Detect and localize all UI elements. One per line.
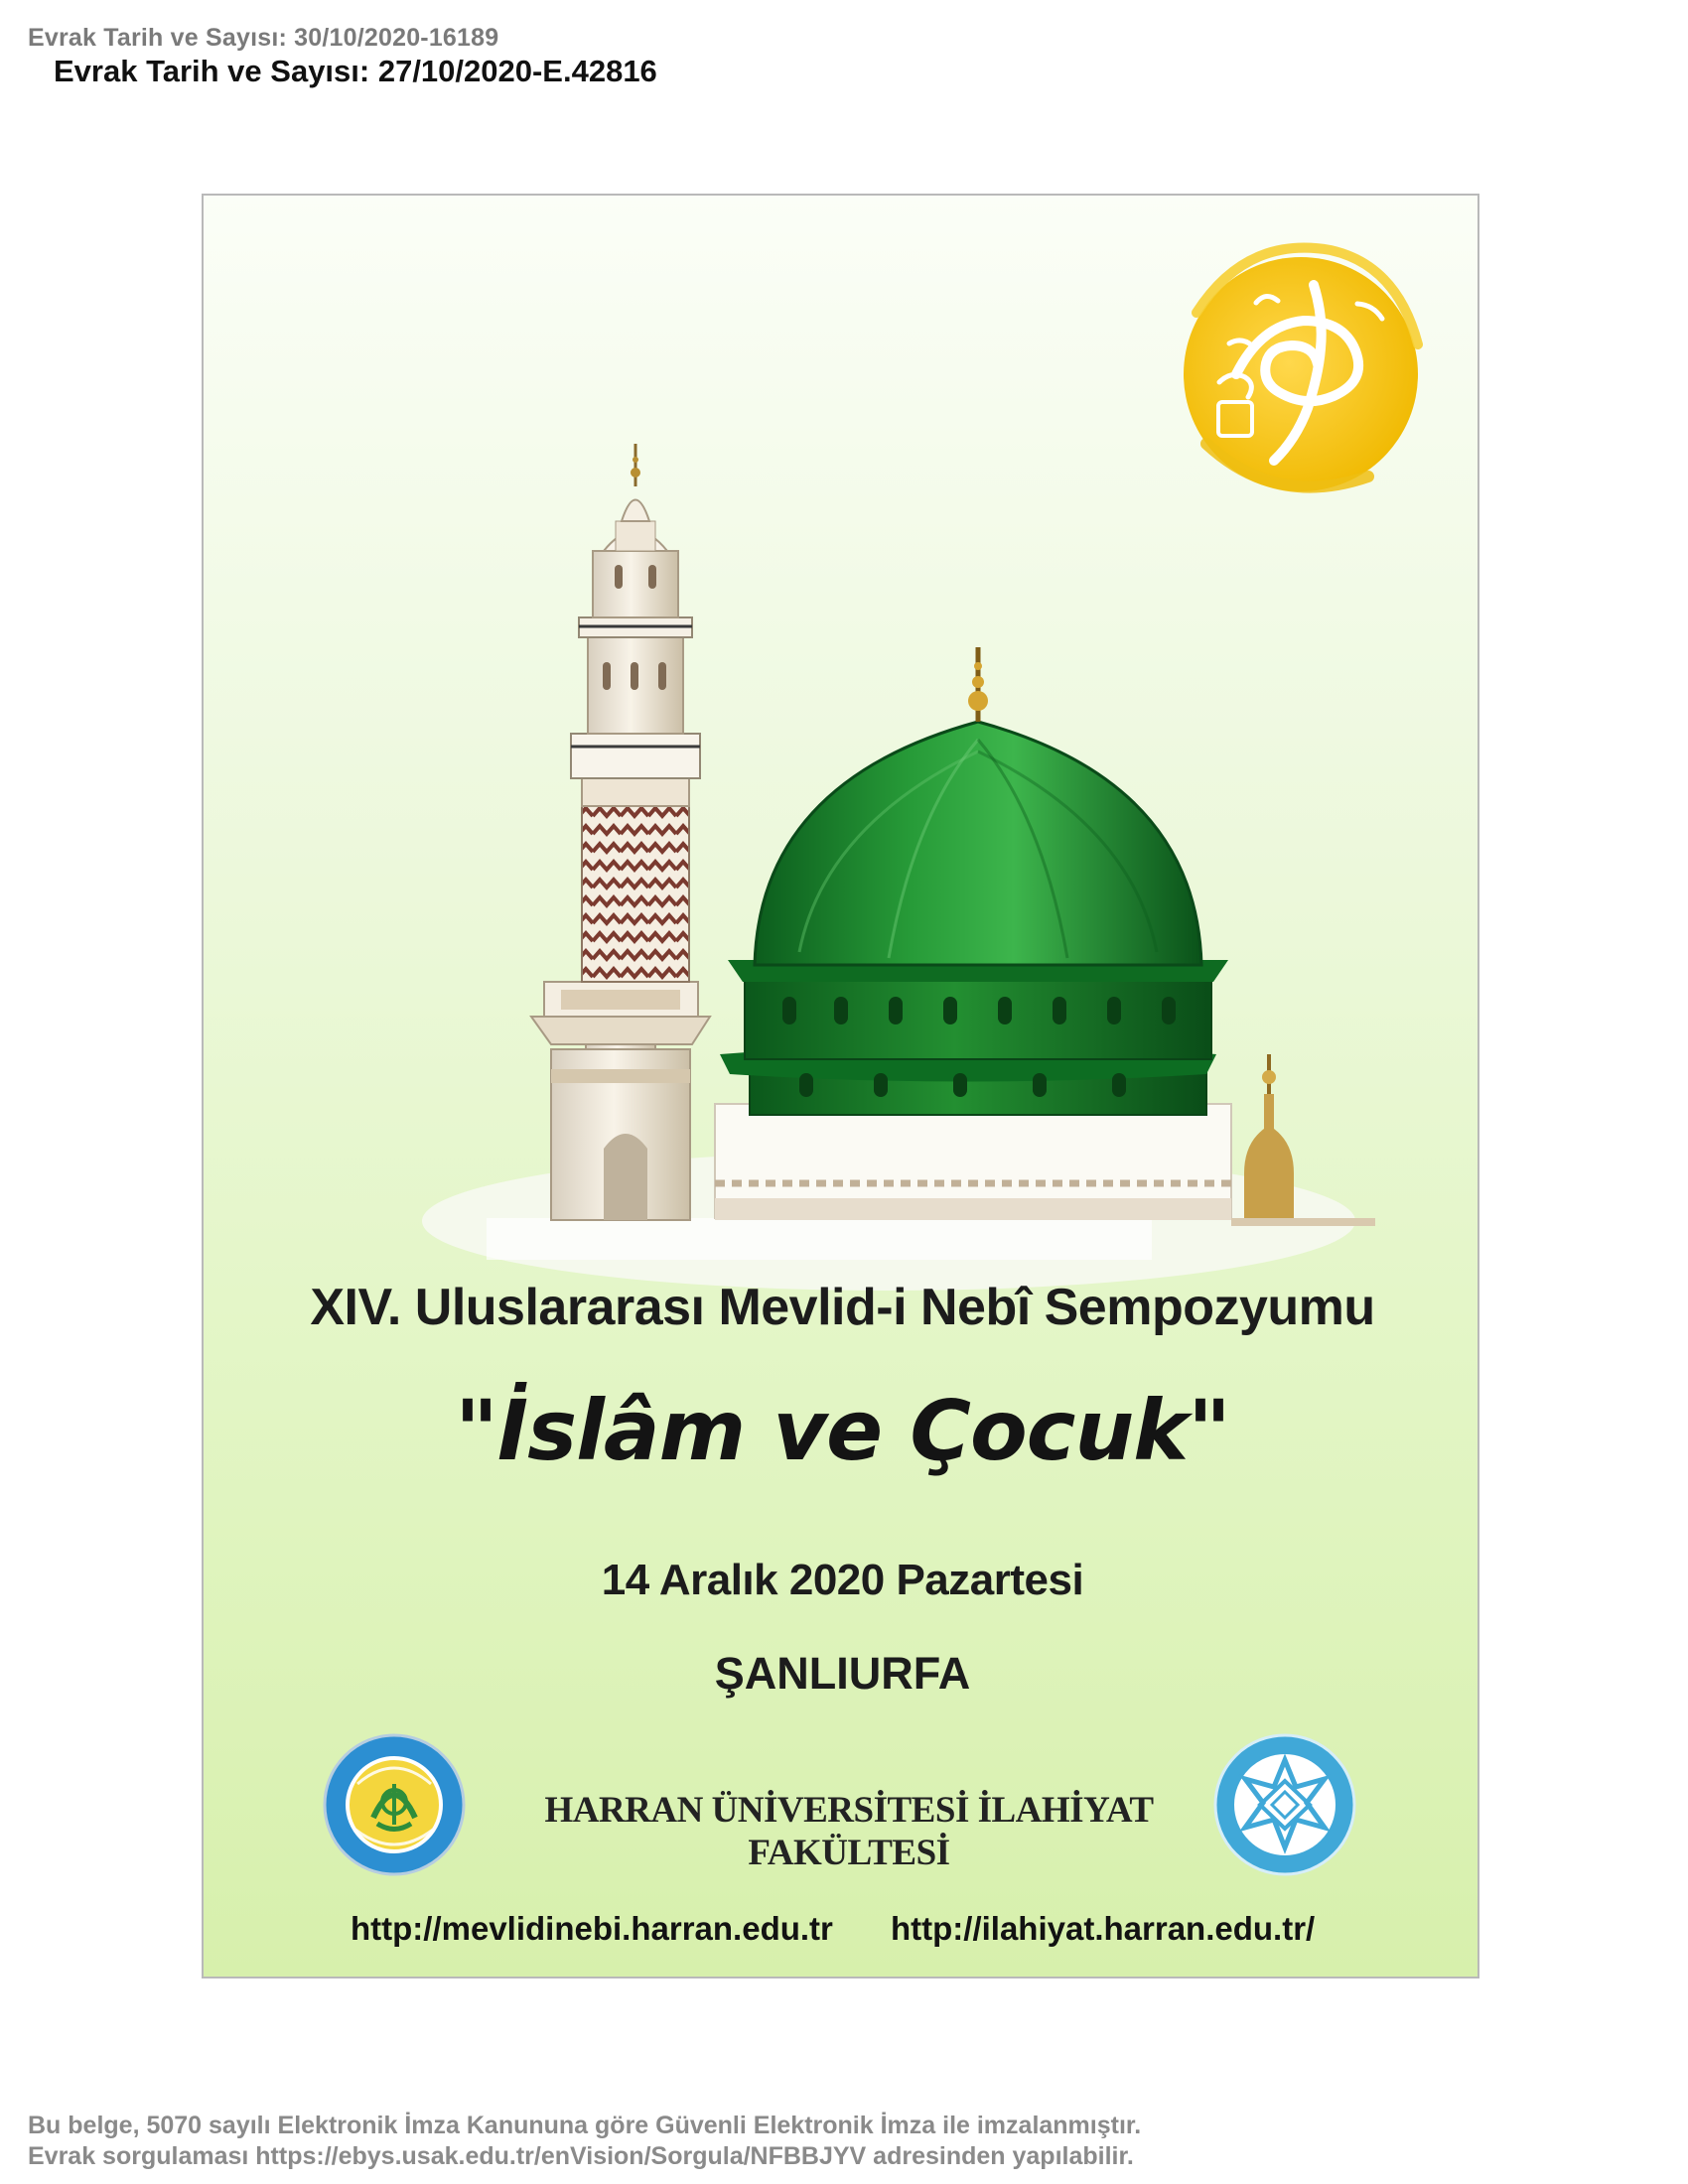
poster-artwork [204, 196, 1479, 1979]
symposium-theme: "İslâm ve Çocuk" [455, 1382, 1230, 1479]
document-stamp-2: Evrak Tarih ve Sayısı: 27/10/2020-E.42816 [54, 54, 657, 88]
symposium-poster [202, 194, 1479, 1979]
document-stamp-1: Evrak Tarih ve Sayısı: 30/10/2020-16189 [28, 24, 499, 52]
symposium-title: XIV. Uluslararası Mevlid-i Nebî Sempozyumu [310, 1279, 1375, 1336]
faculty-website-link[interactable]: http://ilahiyat.harran.edu.tr/ [891, 1910, 1316, 1947]
signature-notice: Bu belge, 5070 sayılı Elektronik İmza Kanununa göre Güvenli Elektronik İmza ile imzalanmıştır. [28, 2112, 1142, 2139]
event-city: ŞANLIURFA [714, 1648, 971, 1699]
university-seal-icon [322, 1732, 467, 1877]
mosque-illustration [422, 444, 1375, 1291]
event-date: 14 Aralık 2020 Pazartesi [601, 1556, 1084, 1604]
calligraphy-medallion [1184, 248, 1418, 491]
verification-notice: Evrak sorgulaması https://ebys.usak.edu.tr/enVision/Sorgula/NFBBJYV adresinden yapılabilir. [28, 2142, 1134, 2170]
symposium-website-link[interactable]: http://mevlidinebi.harran.edu.tr [351, 1910, 833, 1947]
organizer-name: HARRAN ÜNİVERSİTESİ İLAHİYAT FAKÜLTESİ [544, 1790, 1154, 1873]
faculty-seal-icon [1212, 1732, 1357, 1877]
